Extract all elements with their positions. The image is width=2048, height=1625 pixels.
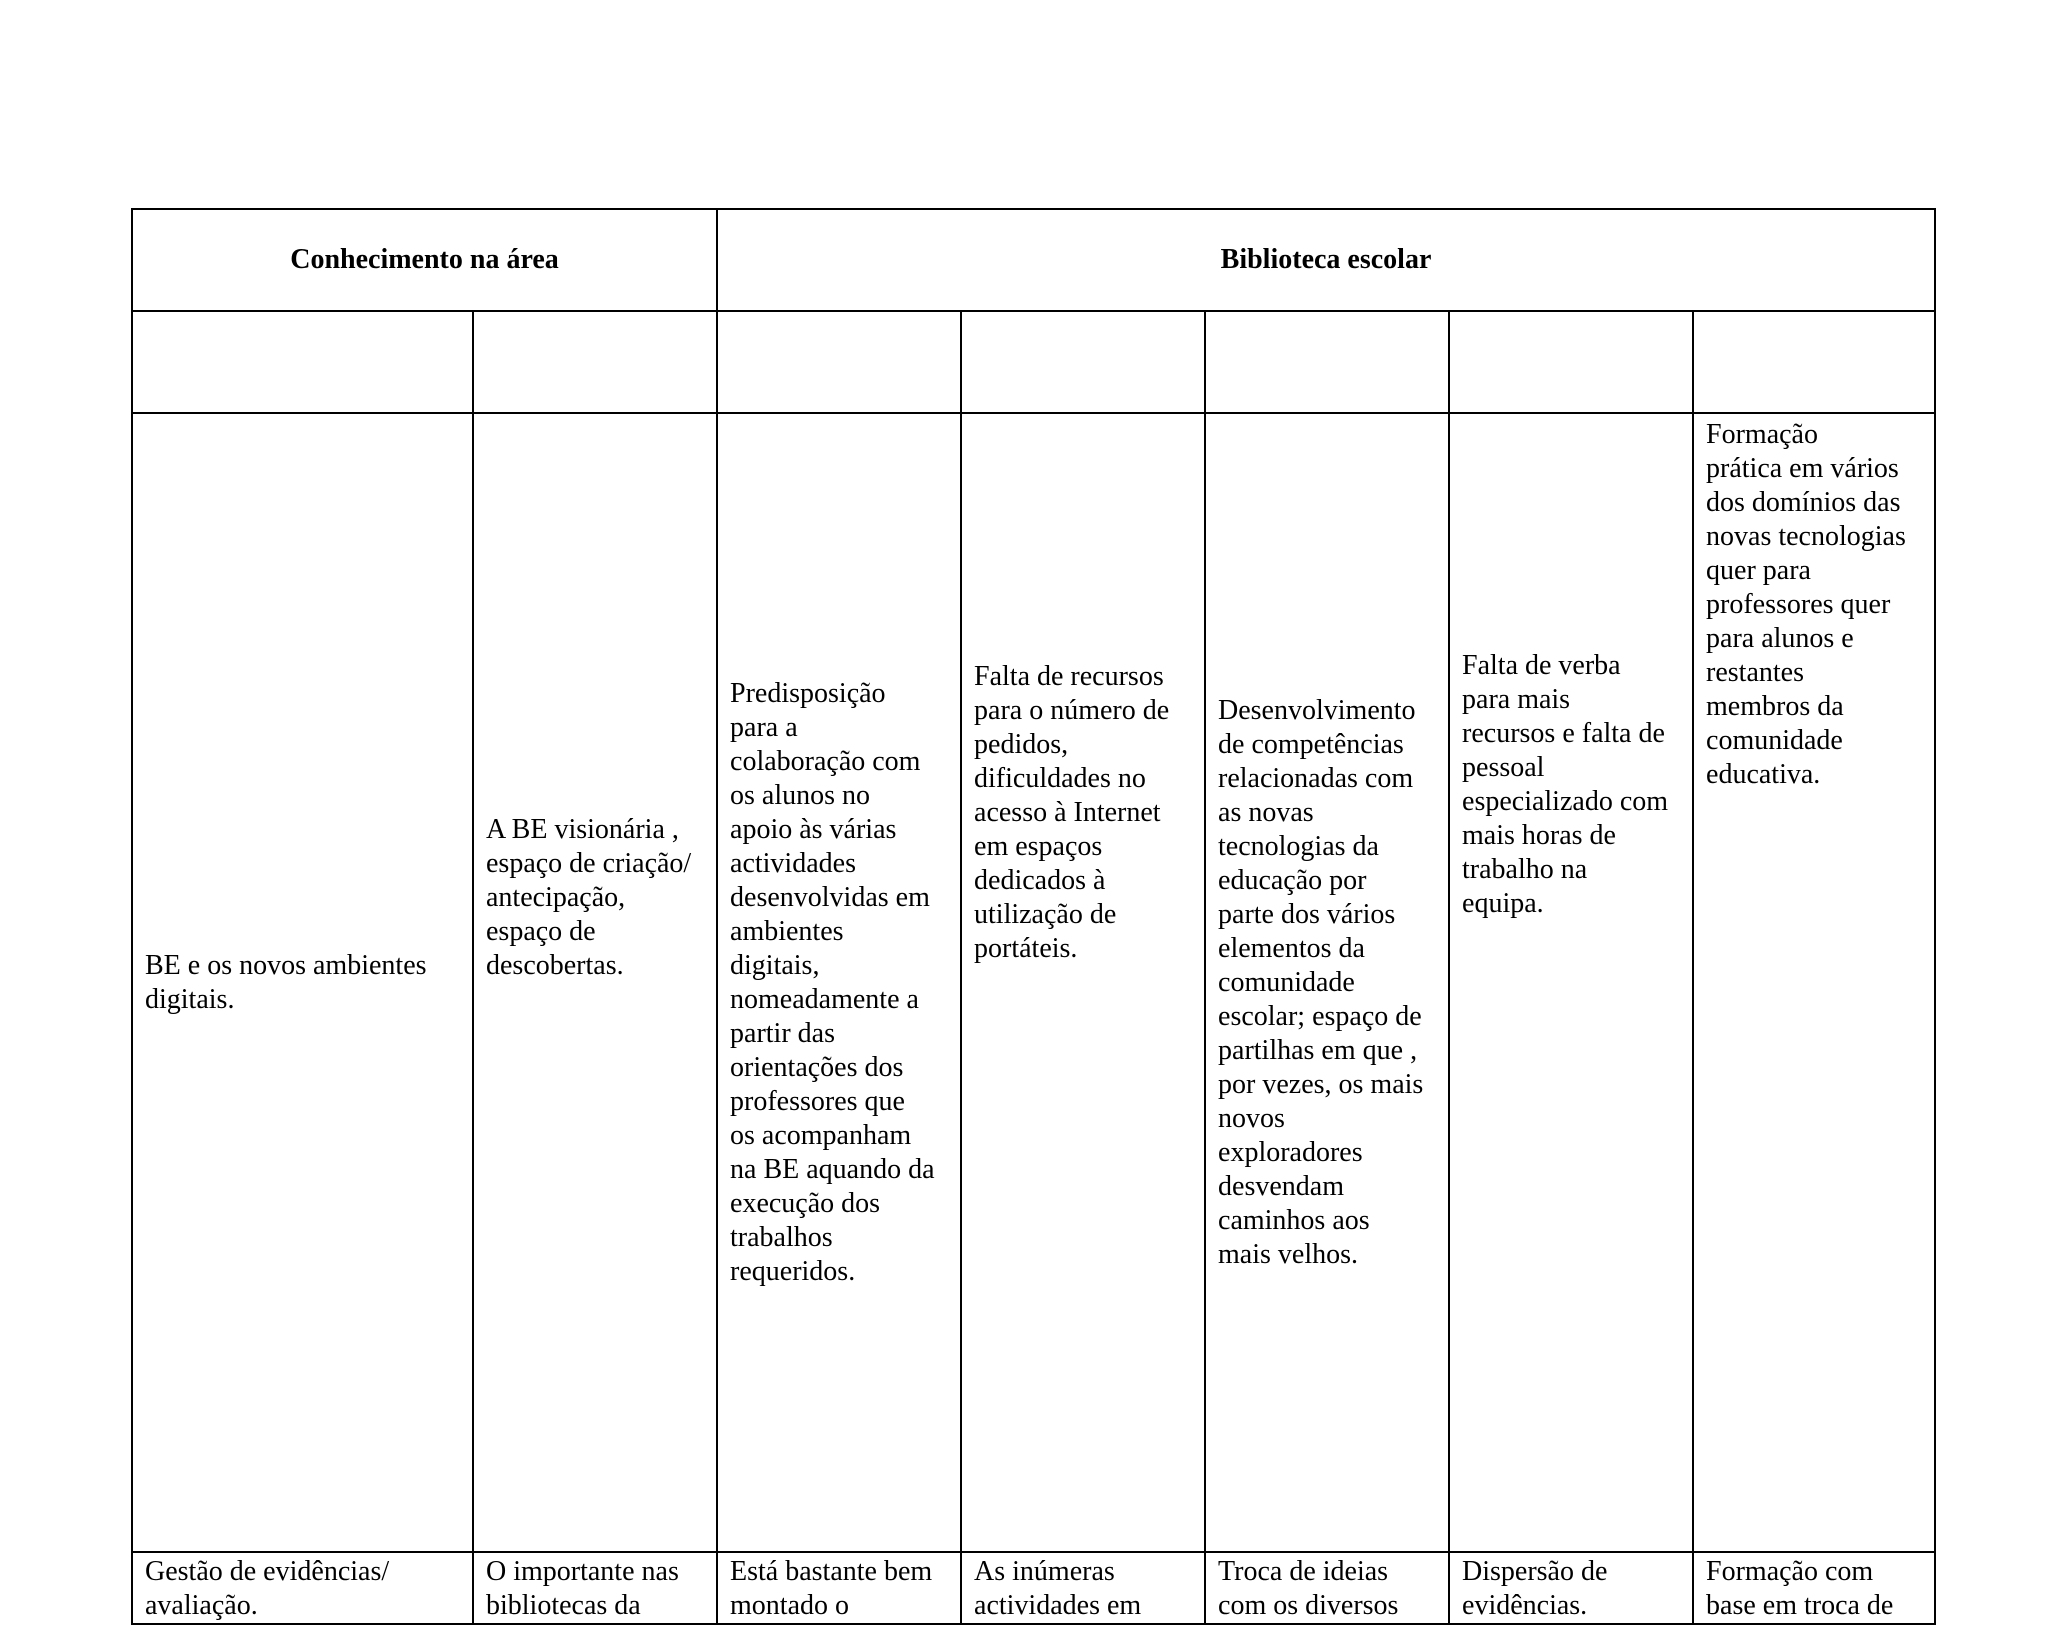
blank-cell <box>473 311 717 413</box>
table-cell: Falta de verba para mais recursos e falta de pessoal especializado com mais horas de trabalho na equipa. <box>1449 413 1693 1552</box>
table-cell-topic: Gestão de evidências/ avaliação. <box>132 1552 473 1624</box>
table-cell: Troca de ideias com os diversos <box>1205 1552 1449 1624</box>
table-cell: A BE visionária , espaço de criação/ antecipação, espaço de descobertas. <box>473 413 717 1552</box>
table-blank-row <box>132 311 1935 413</box>
table-cell: Está bastante bem montado o <box>717 1552 961 1624</box>
table-cell: O importante nas bibliotecas da <box>473 1552 717 1624</box>
analysis-table <box>131 208 1936 1625</box>
blank-cell <box>717 311 961 413</box>
table-cell: Predisposição para a colaboração com os alunos no apoio às várias actividades desenvolvidas em ambientes digitais, nomeadamente a partir das orientações dos professores que os acompanham na BE aquando da execução dos trabalhos requeridos. <box>717 413 961 1552</box>
blank-cell <box>1449 311 1693 413</box>
blank-cell <box>1205 311 1449 413</box>
header-school-library: Biblioteca escolar <box>717 209 1935 311</box>
table-cell: Formação com base em troca de <box>1693 1552 1935 1624</box>
table-cell: Dispersão de evidências. <box>1449 1552 1693 1624</box>
document-table-container <box>131 208 1934 1621</box>
blank-cell <box>961 311 1205 413</box>
blank-cell <box>1693 311 1935 413</box>
table-header-row <box>132 209 1935 311</box>
table-cell: Falta de recursos para o número de pedidos, dificuldades no acesso à Internet em espaços dedicados à utilização de portáteis. <box>961 413 1205 1552</box>
header-knowledge-area: Conhecimento na área <box>132 209 717 311</box>
table-cell: As inúmeras actividades em <box>961 1552 1205 1624</box>
blank-cell <box>132 311 473 413</box>
table-row <box>132 1552 1935 1624</box>
table-cell: Desenvolvimento de competências relacionadas com as novas tecnologias da educação por parte dos vários elementos da comunidade escolar; espaço de partilhas em que , por vezes, os mais novos exploradores desvendam caminhos aos mais velhos. <box>1205 413 1449 1552</box>
table-cell-topic: BE e os novos ambientes digitais. <box>132 413 473 1552</box>
table-row <box>132 413 1935 1552</box>
table-cell: Formação prática em vários dos domínios das novas tecnologias quer para professores quer para alunos e restantes membros da comunidade educativa. <box>1693 413 1935 1552</box>
